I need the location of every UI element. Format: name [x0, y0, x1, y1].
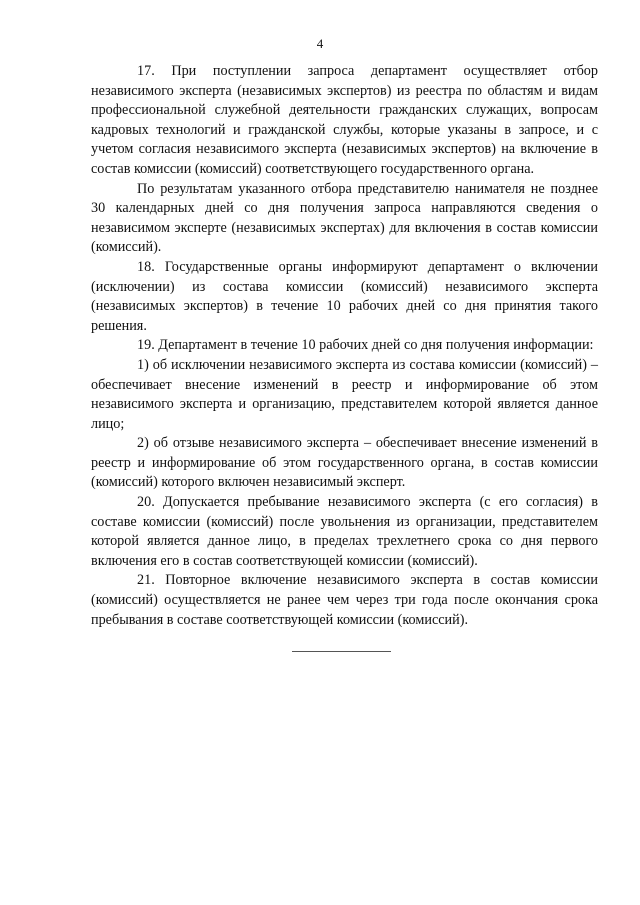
paragraph-item-20: 20. Допускается пребывание независимого эксперта (с его согласия) в составе комиссии (комиссий) после увольнения из организации, представителем которой является данное лицо, в пределах трехлетнего срока со дня первого включения его в состав соответствующей комиссии (комиссий).: [91, 494, 598, 569]
paragraph-item-19-subitem-1: 1) об исключении независимого эксперта из состава комиссии (комиссий) – обеспечивает внесение изменений в реестр и информирование об этом независимого эксперта и организацию, представителем которой является данное лицо;: [91, 356, 598, 432]
page-number: 4: [316, 36, 324, 51]
paragraph-item-19: 19. Департамент в течение 10 рабочих дней со дня получения информации:: [137, 337, 594, 354]
paragraph-item-19-subitem-2: 2) об отзыве независимого эксперта – обеспечивает внесение изменений в реестр и информирование об этом государственного органа, в состав комиссии (комиссий) которого включен независимый эксперт.: [91, 435, 598, 491]
end-divider-line: [292, 651, 391, 652]
paragraph-item-21: 21. Повторное включение независимого эксперта в состав комиссии (комиссий) осуществляется не ранее чем через три года после окончания срока пребывания в составе соответствующей комиссии (комиссий).: [91, 572, 598, 628]
paragraph-selection-results: По результатам указанного отбора представителю нанимателя не позднее 30 календарных дней со дня получения запроса направляются сведения о независимом эксперте (независимых экспертах) для включения в состав комиссии (комиссий).: [91, 180, 598, 256]
paragraph-item-17: 17. При поступлении запроса департамент осуществляет отбор независимого эксперта (независимых экспертов) из реестра по областям и видам профессиональной служебной деятельности гражданских служащих, вопросам кадровых технологий и гражданской службы, которые указаны в запросе, и с учетом согласия независимого эксперта (независимых экспертов) на включение в состав комиссии (комиссий) соответствующего государственного органа.: [91, 63, 598, 177]
paragraph-item-18: 18. Государственные органы информируют департамент о включении (исключении) из состава комиссии (комиссий) независимого эксперта (независимых экспертов) в течение 10 рабочих дней со дня принятия такого решения.: [91, 258, 598, 334]
document-body: [91, 62, 598, 630]
